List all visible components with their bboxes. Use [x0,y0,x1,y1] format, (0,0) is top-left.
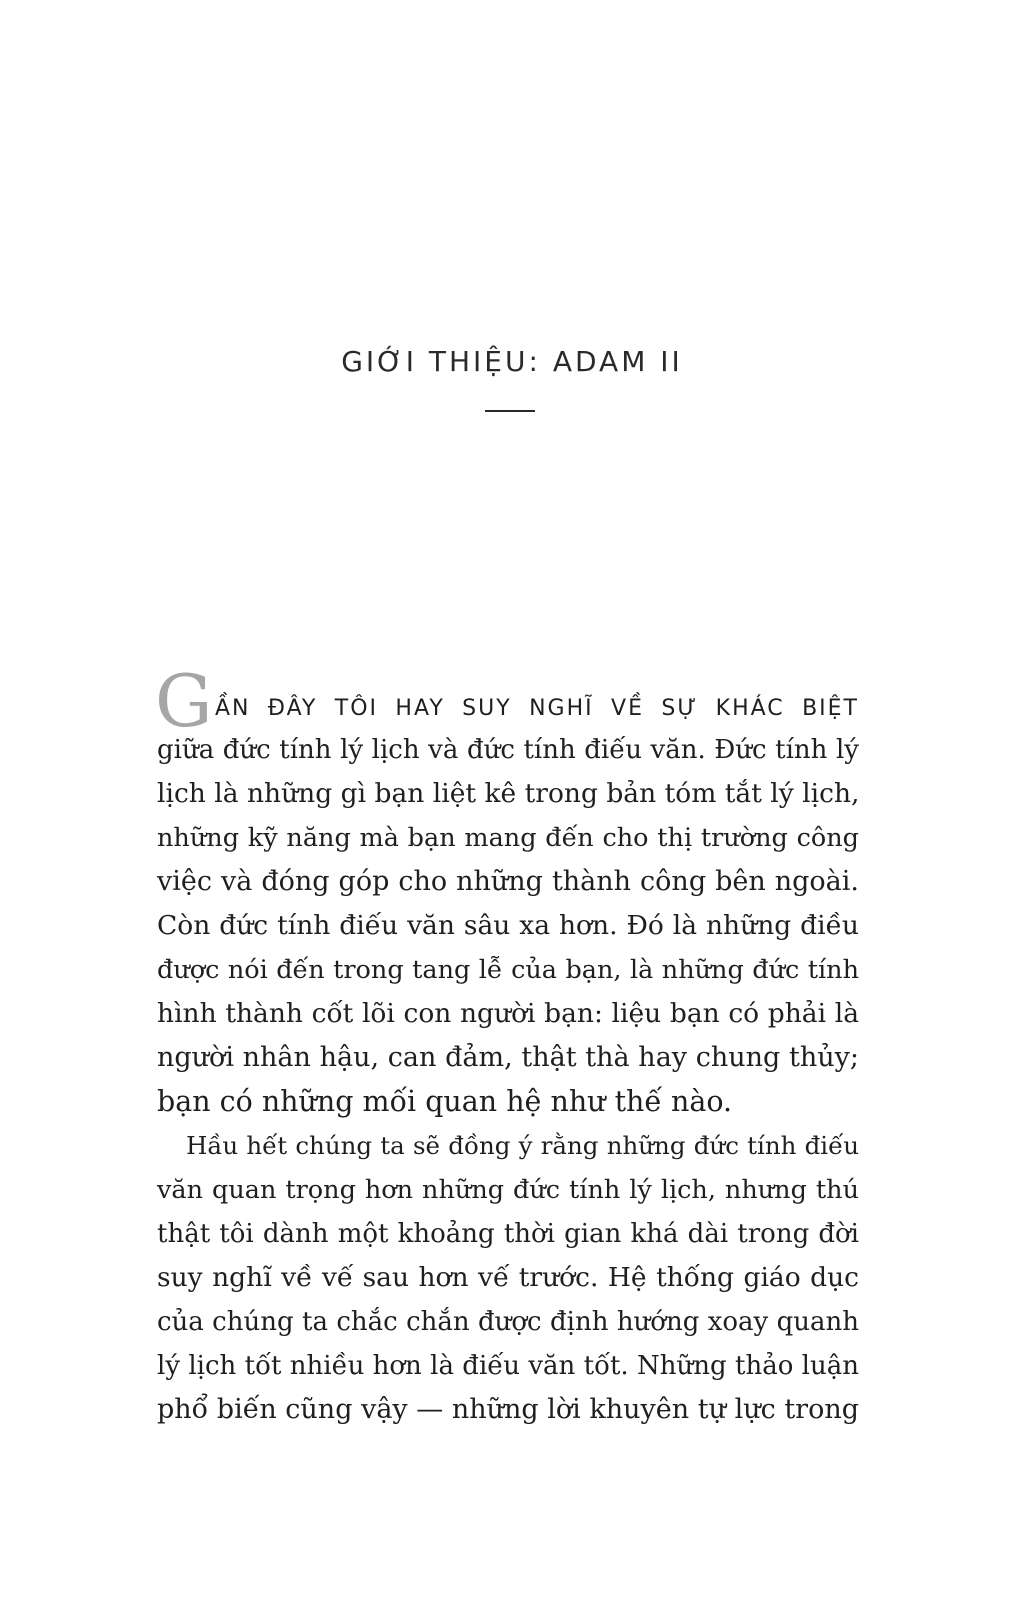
paragraph-2-line: văn quan trọng hơn những đức tính lý lịch, nhưng thú [157,1175,859,1205]
title-divider [485,410,535,412]
paragraph-2-line: thật tôi dành một khoảng thời gian khá dài trong đời [157,1219,859,1249]
paragraph-1-line: những kỹ năng mà bạn mang đến cho thị trường công [157,823,859,853]
drop-cap: G [155,659,213,743]
paragraph-1-line: được nói đến trong tang lễ của bạn, là những đức tính [157,955,859,985]
paragraph-1-line: bạn có những mối quan hệ như thế nào. [157,1085,733,1118]
smallcaps-lead-in: ẦN ĐÂY TÔI HAY SUY NGHĨ VỀ SỰ KHÁC BIỆT [215,696,859,721]
paragraph-1-line: giữa đức tính lý lịch và đức tính điếu văn. Đức tính lý [157,735,859,765]
paragraph-2-line: phổ biến cũng vậy — những lời khuyên tự lực trong [157,1394,859,1425]
paragraph-1-line: việc và đóng góp cho những thành công bên ngoài. [157,866,859,897]
chapter-title: GIỚI THIỆU: ADAM II [341,345,683,378]
body-text [155,659,860,1432]
paragraph-1-line: lịch là những gì bạn liệt kê trong bản tóm tắt lý lịch, [157,778,860,809]
paragraph-2-line: của chúng ta chắc chắn được định hướng xoay quanh [157,1307,859,1337]
paragraph-1-line: hình thành cốt lõi con người bạn: liệu bạn có phải là [157,998,859,1029]
paragraph-1-first-line [155,659,859,743]
paragraph-2-line: Hầu hết chúng ta sẽ đồng ý rằng những đức tính điếu [186,1131,859,1160]
paragraph-1-line: người nhân hậu, can đảm, thật thà hay chung thủy; [157,1042,859,1073]
paragraph-2-line: suy nghĩ về vế sau hơn vế trước. Hệ thống giáo dục [157,1262,859,1293]
paragraph-1-line: Còn đức tính điếu văn sâu xa hơn. Đó là những điều [157,910,859,941]
paragraph-2-line: lý lịch tốt nhiều hơn là điếu văn tốt. Những thảo luận [157,1351,859,1381]
